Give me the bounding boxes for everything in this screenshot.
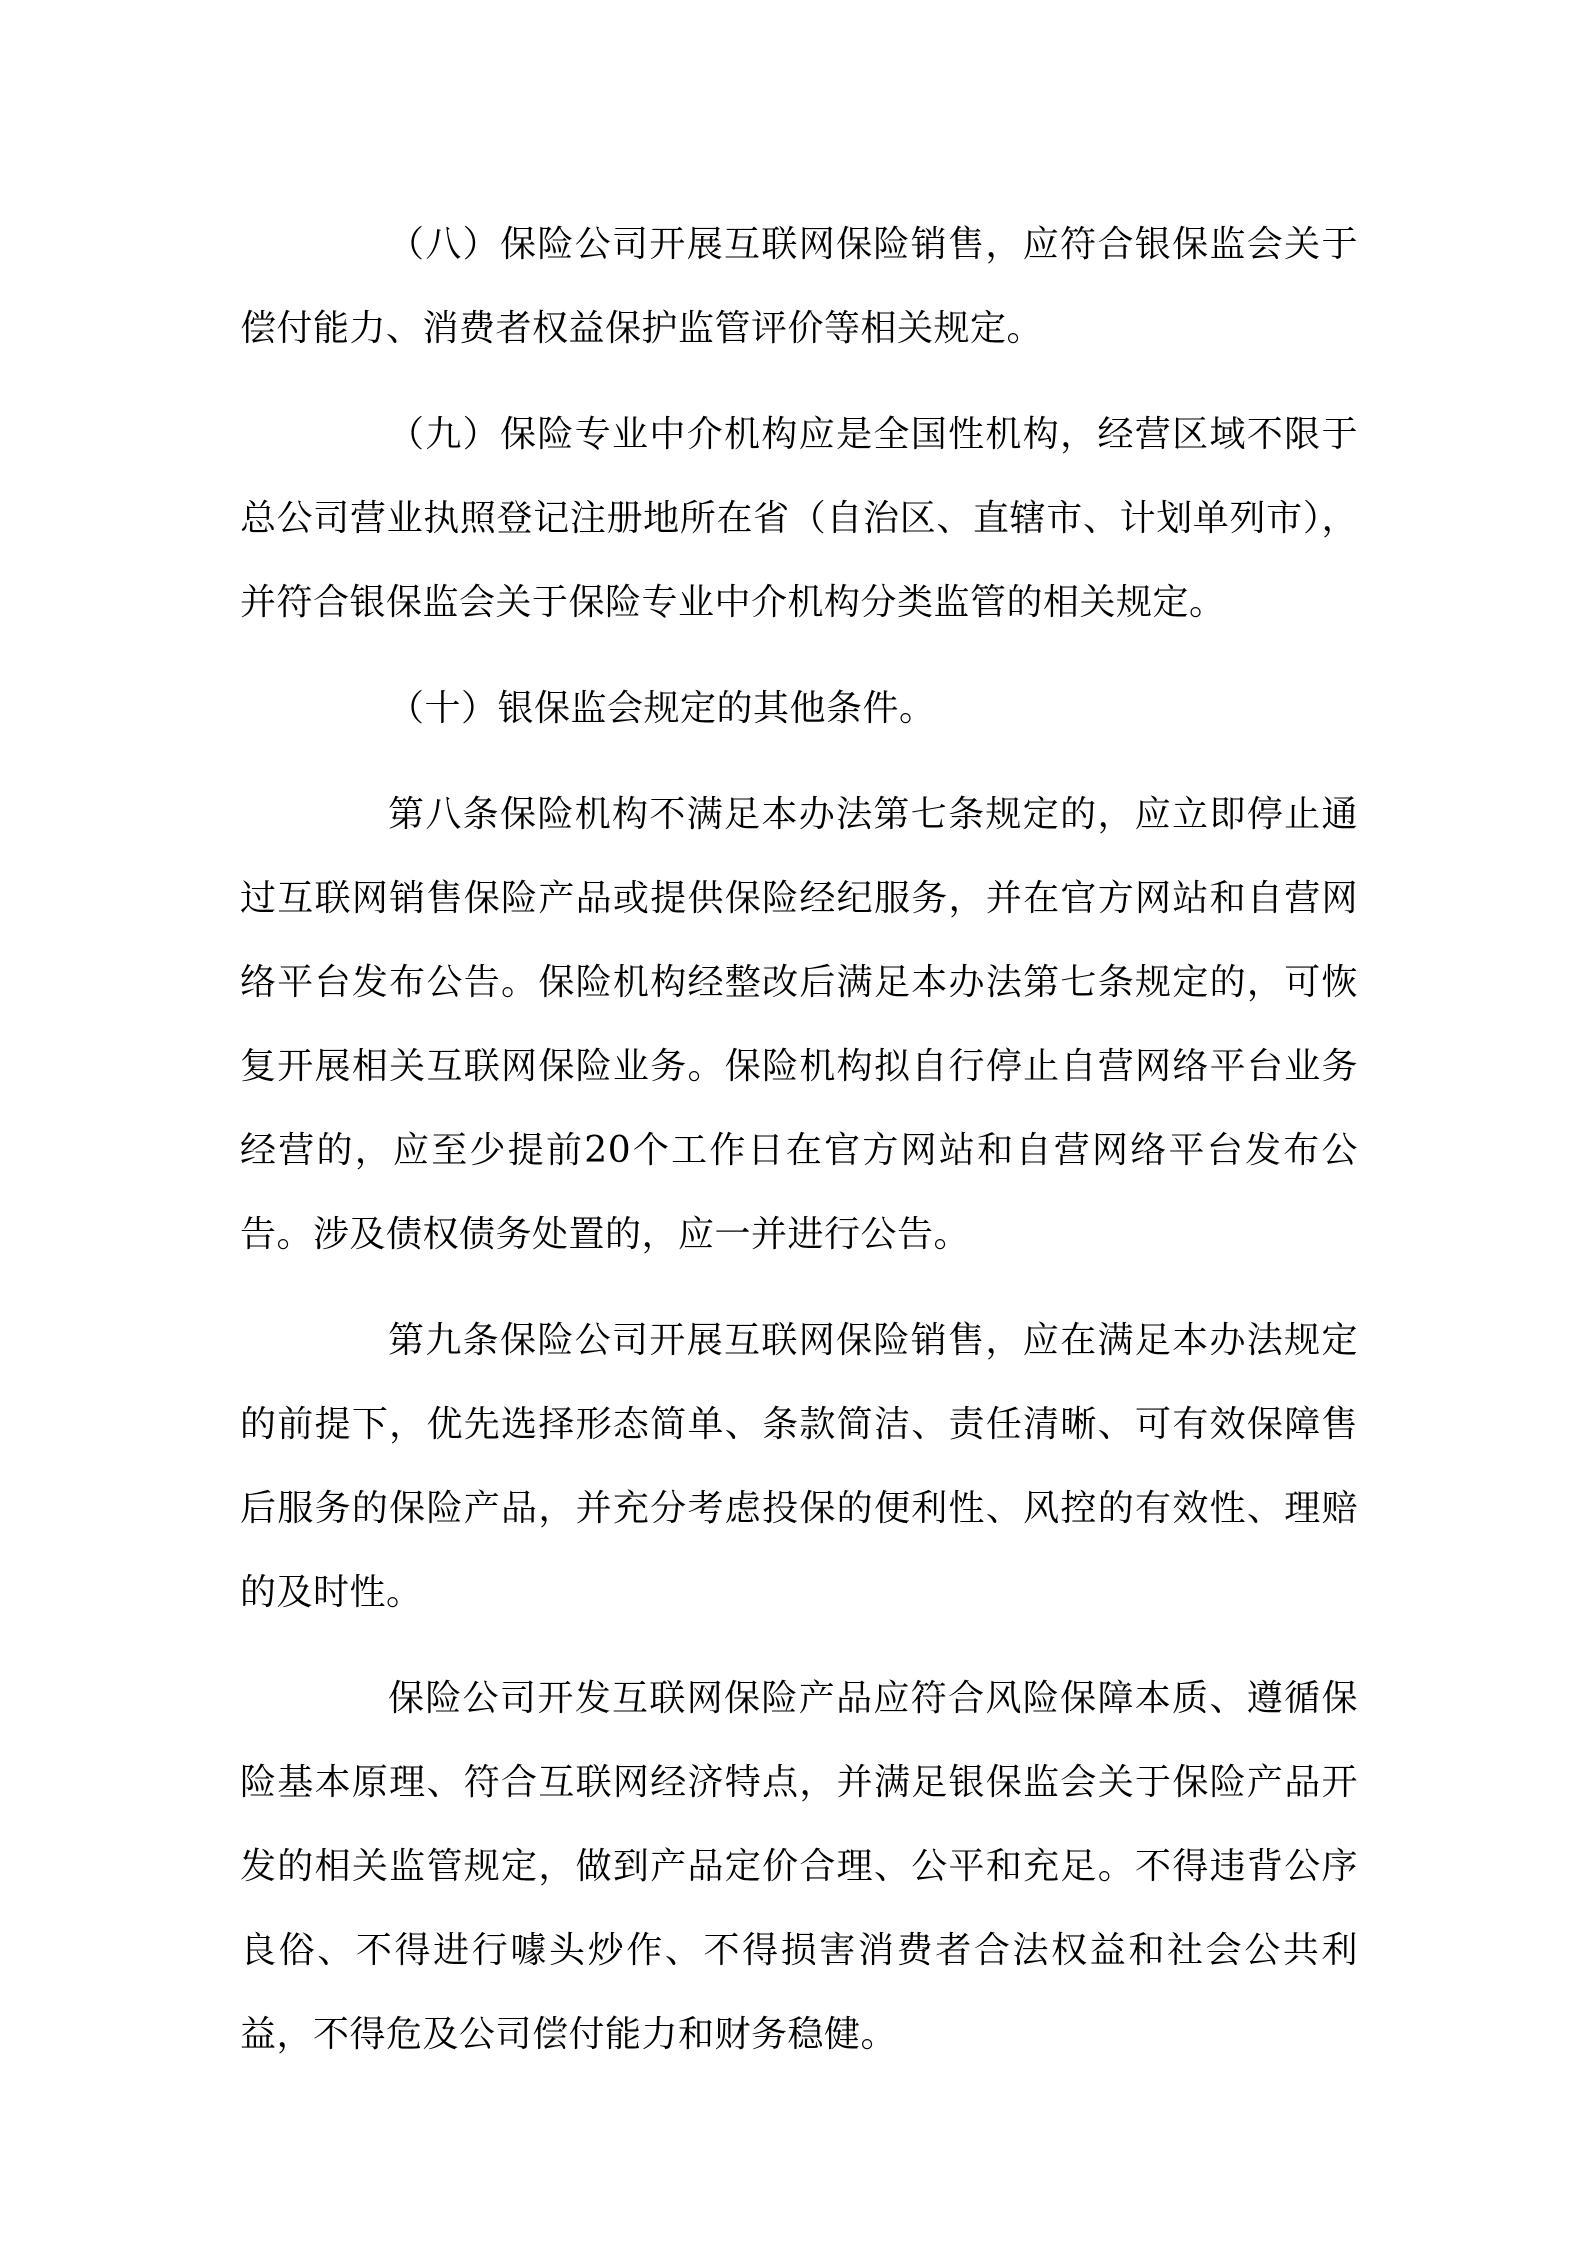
paragraph-item-9: （九）保险专业中介机构应是全国性机构，经营区域不限于总公司营业执照登记注册地所在省（自治区、直辖市、计划单列市），并符合银保监会关于保险专业中介机构分类监管的相关规定。 — [240, 414, 1358, 623]
document-body — [240, 203, 1358, 2099]
paragraph-article-8: 第八条保险机构不满足本办法第七条规定的，应立即停止通过互联网销售保险产品或提供保险经纪服务，并在官方网站和自营网络平台发布公告。保险机构经整改后满足本办法第七条规定的，可恢复开展相关互联网保险业务。保险机构拟自行停止自营网络平台业务经营的，应至少提前20个工作日在官方网站和自营网络平台发布公告。涉及债权债务处置的，应一并进行公告。 — [240, 794, 1358, 1255]
paragraph-product-development: 保险公司开发互联网保险产品应符合风险保障本质、遵循保险基本原理、符合互联网经济特点，并满足银保监会关于保险产品开发的相关监管规定，做到产品定价合理、公平和充足。不得违背公序良俗、不得进行噱头炒作、不得损害消费者合法权益和社会公共利益，不得危及公司偿付能力和财务稳健。 — [240, 1678, 1358, 2055]
paragraph-article-9: 第九条保险公司开展互联网保险销售，应在满足本办法规定的前提下，优先选择形态简单、条款简洁、责任清晰、可有效保障售后服务的保险产品，并充分考虑投保的便利性、风控的有效性、理赔的及时性。 — [240, 1320, 1358, 1613]
paragraph-item-8: （八）保险公司开展互联网保险销售，应符合银保监会关于偿付能力、消费者权益保护监管评价等相关规定。 — [240, 224, 1358, 349]
paragraph-item-10: （十）银保监会规定的其他条件。 — [388, 688, 936, 729]
